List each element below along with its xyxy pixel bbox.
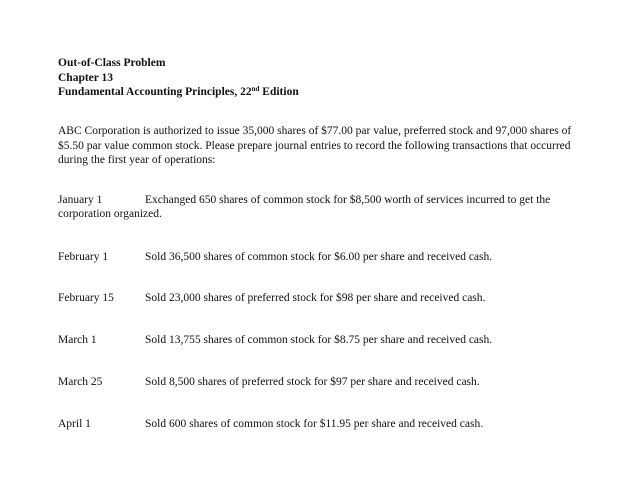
- edition-superscript: nd: [251, 85, 260, 93]
- intro-line: during the first year of operations:: [58, 154, 216, 166]
- transaction-entry: [58, 375, 578, 389]
- transaction-entry: [58, 291, 578, 305]
- transaction-date: February 15: [58, 292, 114, 304]
- intro-line: ABC Corporation is authorized to issue 35,000 shares of $77.00 par value, preferred stock and 97,000 shares of: [58, 125, 572, 137]
- textbook-title-main: Fundamental Accounting Principles, 22: [58, 86, 252, 98]
- transaction-entry: [58, 333, 578, 347]
- transaction-description: Sold 8,500 shares of preferred stock for $97 per share and received cash.: [145, 376, 480, 388]
- transaction-date: March 25: [58, 376, 103, 388]
- chapter-label: Chapter 13: [58, 71, 114, 84]
- transaction-entry: [58, 417, 578, 431]
- transaction-date: April 1: [58, 418, 91, 430]
- transaction-description: Sold 600 shares of common stock for $11.95 per share and received cash.: [145, 418, 484, 430]
- transaction-description: Sold 23,000 shares of preferred stock for $98 per share and received cash.: [145, 292, 486, 304]
- intro-line: $5.50 par value common stock. Please prepare journal entries to record the following transactions that occurred: [58, 139, 571, 152]
- transaction-date: February 1: [58, 251, 109, 263]
- transaction-description: Exchanged 650 shares of common stock for $8,500 worth of services incurred to get the: [145, 194, 551, 206]
- transaction-description: Sold 36,500 shares of common stock for $6.00 per share and received cash.: [145, 251, 493, 263]
- problem-intro-paragraph: [58, 124, 578, 168]
- problem-title: Out-of-Class Problem: [58, 57, 166, 69]
- document-heading: [58, 56, 299, 100]
- transaction-date: January 1: [58, 194, 103, 206]
- transaction-entry: [58, 193, 578, 221]
- transaction-entry: [58, 250, 578, 264]
- textbook-title: [58, 85, 299, 100]
- textbook-title-edition: Edition: [259, 86, 299, 98]
- transaction-date: March 1: [58, 334, 97, 346]
- transaction-description-continuation: corporation organized.: [58, 208, 162, 220]
- transaction-description: Sold 13,755 shares of common stock for $8.75 per share and received cash.: [145, 334, 493, 346]
